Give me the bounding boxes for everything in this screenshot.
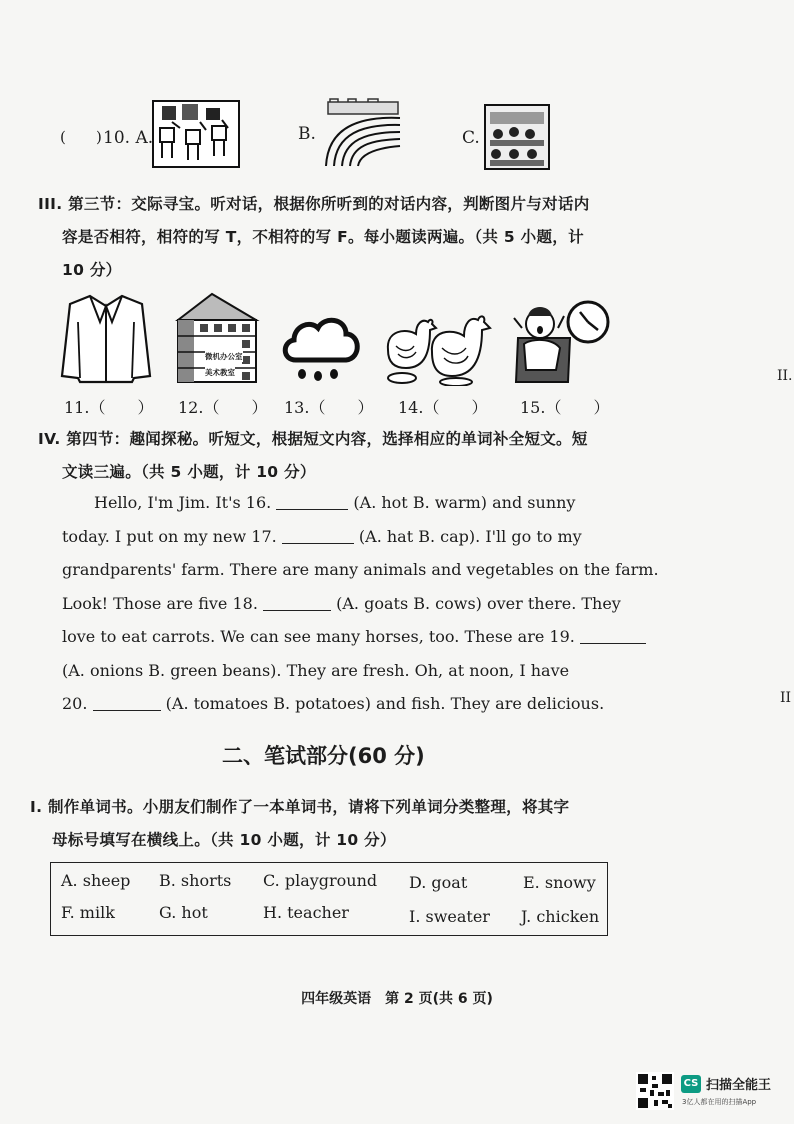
word-a: A. sheep bbox=[61, 871, 131, 890]
passage-text: (A. onions B. green beans). They are fresh. Oh, at noon, I have bbox=[62, 660, 570, 680]
word-j: J. chicken bbox=[521, 907, 600, 926]
passage-text: today. I put on my new 17. bbox=[62, 526, 277, 546]
blank-19[interactable] bbox=[580, 625, 646, 644]
building-sign-art-room: 美术教室 bbox=[205, 368, 235, 377]
item-15: 15.（ ） bbox=[520, 398, 610, 417]
passage-text: (A. hat B. cap). I'll go to my bbox=[358, 526, 582, 546]
scanner-badge: CS bbox=[681, 1075, 701, 1093]
scanner-tagline: 3亿人都在用的扫描App bbox=[682, 1098, 757, 1106]
classroom-icon bbox=[152, 100, 240, 168]
margin-mark: II. bbox=[777, 368, 793, 384]
word-c: C. playground bbox=[263, 871, 378, 890]
item-11: 11.（ ） bbox=[64, 398, 154, 417]
q10-paren-open: ( bbox=[60, 128, 66, 146]
word-f: F. milk bbox=[61, 903, 115, 922]
passage-text: (A. hot B. warm) and sunny bbox=[353, 493, 576, 512]
boy-clock-icon bbox=[512, 298, 612, 386]
page-footer: 四年级英语 第 2 页(共 6 页) bbox=[301, 991, 493, 1007]
sec3-heading-line3: 10 分） bbox=[62, 261, 122, 279]
word-g: G. hot bbox=[159, 903, 208, 922]
sec3-heading-line1: III. 第三节：交际寻宝。听对话，根据你所听到的对话内容，判断图片与对话内 bbox=[38, 195, 590, 213]
passage-line bbox=[62, 654, 622, 688]
passage-line bbox=[62, 520, 622, 554]
q10-label-a: 10. A. bbox=[103, 128, 154, 148]
passage-text: Look! Those are five 18. bbox=[62, 593, 258, 613]
sec4-heading-line2: 文读三遍。（共 5 小题，计 10 分） bbox=[62, 463, 316, 481]
passage-text: love to eat carrots. We can see many horses, too. These are 19. bbox=[62, 627, 575, 646]
scanner-name: 扫描全能王 bbox=[706, 1078, 772, 1093]
passage-text: Hello, I'm Jim. It's 16. bbox=[94, 493, 272, 512]
word-e: E. snowy bbox=[523, 873, 596, 892]
passage bbox=[62, 486, 659, 721]
q10-paren-close: ) bbox=[96, 128, 102, 146]
building-sign-office: 微机办公室 bbox=[205, 352, 243, 361]
passage-text: (A. tomatoes B. potatoes) and fish. They are delicious. bbox=[165, 694, 605, 713]
passage-line bbox=[62, 553, 659, 587]
word-h: H. teacher bbox=[263, 903, 349, 922]
sec3-heading-line2: 容是否相符，相符的写 T，不相符的写 F。每小题读两遍。（共 5 小题，计 bbox=[62, 228, 584, 246]
sec4-heading-line1: IV. 第四节：趣闻探秘。听短文，根据短文内容，选择相应的单词补全短文。短 bbox=[38, 430, 588, 448]
passage-text: grandparents' farm. There are many animals and vegetables on the farm. bbox=[62, 560, 659, 579]
item-14: 14.（ ） bbox=[398, 398, 488, 417]
word-box bbox=[50, 862, 608, 936]
blank-17[interactable] bbox=[282, 525, 354, 544]
word-d: D. goat bbox=[409, 873, 468, 892]
margin-mark: II bbox=[780, 690, 792, 706]
passage-line bbox=[62, 587, 622, 621]
blank-20[interactable] bbox=[93, 692, 161, 711]
q10-label-b: B. bbox=[298, 124, 316, 144]
rain-cloud-icon bbox=[280, 312, 362, 384]
passage-text: 20. bbox=[62, 694, 88, 713]
dining-hall-icon bbox=[484, 104, 550, 170]
passage-text: (A. goats B. cows) over there. They bbox=[336, 593, 621, 613]
word-b: B. shorts bbox=[159, 871, 232, 890]
hens-icon bbox=[382, 306, 494, 386]
sec-i-heading-line2: 母标号填写在横线上。（共 10 小题，计 10 分） bbox=[52, 831, 396, 849]
jacket-icon bbox=[60, 292, 152, 386]
q10-label-c: C. bbox=[462, 128, 480, 148]
blank-16[interactable] bbox=[276, 491, 348, 510]
item-13: 13.（ ） bbox=[284, 398, 374, 417]
word-i: I. sweater bbox=[409, 907, 490, 926]
sec-i-heading-line1: I. 制作单词书。小朋友们制作了一本单词书，请将下列单词分类整理，将其字 bbox=[30, 798, 570, 816]
qr-code-icon bbox=[636, 1072, 674, 1110]
passage-line bbox=[62, 486, 622, 520]
blank-18[interactable] bbox=[263, 592, 331, 611]
item-12: 12.（ ） bbox=[178, 398, 268, 417]
passage-line bbox=[62, 620, 622, 654]
part2-title: 二、笔试部分(60 分) bbox=[222, 744, 425, 768]
passage-line bbox=[62, 687, 622, 721]
running-track-icon bbox=[318, 98, 402, 170]
